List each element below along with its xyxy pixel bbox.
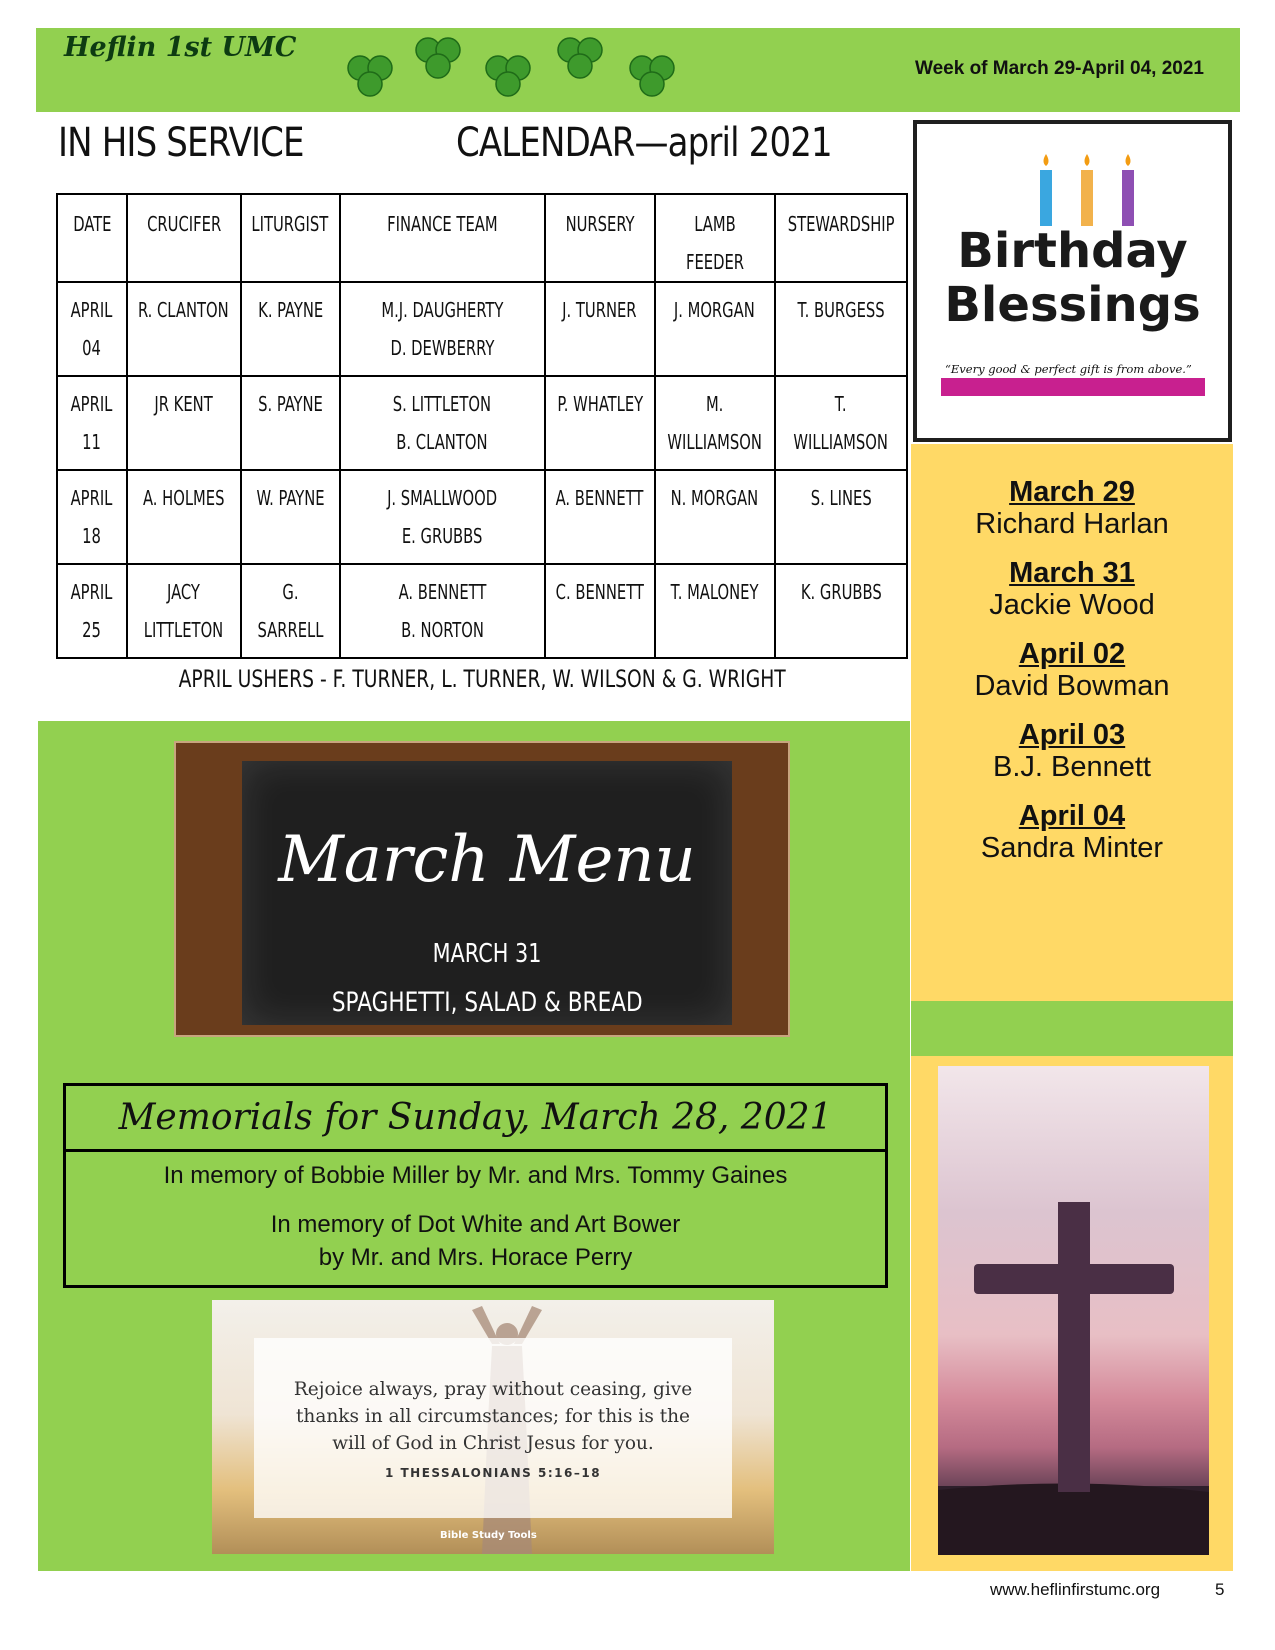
- table-cell: W. PAYNE: [241, 470, 340, 564]
- birthday-verse: “Every good & perfect gift is from above.”: [945, 362, 1192, 376]
- table-cell: A. HOLMES: [127, 470, 241, 564]
- list-item: [911, 800, 1233, 864]
- table-cell: K. PAYNE: [241, 282, 340, 376]
- table-cell: M.J. DAUGHERTY D. DEWBERRY: [340, 282, 545, 376]
- cross-icon: [938, 1066, 1209, 1555]
- birthday-date: March 29: [1009, 476, 1135, 508]
- memorial-entry: [66, 1208, 885, 1274]
- table-cell: J. TURNER: [545, 282, 655, 376]
- table-cell: APRIL 25: [57, 564, 127, 658]
- calendar-heading: CALENDAR—april 2021: [456, 120, 832, 166]
- birthday-date: March 31: [1009, 557, 1135, 589]
- service-heading: IN HIS SERVICE: [58, 120, 304, 166]
- birthday-date: April 03: [1018, 719, 1126, 751]
- birthday-name: David Bowman: [974, 670, 1170, 702]
- candles-icon: [1032, 152, 1142, 226]
- memorial-line: by Mr. and Mrs. Horace Perry: [318, 1244, 633, 1271]
- list-item: [911, 719, 1233, 783]
- scripture-image: [212, 1300, 774, 1554]
- table-cell: M. WILLIAMSON: [655, 376, 775, 470]
- column-header: DATE: [57, 194, 127, 282]
- org-name: Heflin 1st UMC: [64, 32, 297, 63]
- shamrock-decoration: [336, 28, 756, 112]
- column-header: CRUCIFER: [127, 194, 241, 282]
- list-item: [911, 476, 1233, 540]
- table-cell: T. MALONEY: [655, 564, 775, 658]
- green-divider: [911, 1001, 1233, 1056]
- list-item: [911, 557, 1233, 621]
- table-cell: J. MORGAN: [655, 282, 775, 376]
- memorial-line: In memory of Bobbie Miller by Mr. and Mrs. Tommy Gaines: [163, 1162, 788, 1189]
- menu-items: SPAGHETTI, SALAD & BREAD: [331, 987, 643, 1018]
- table-cell: J. SMALLWOOD E. GRUBBS: [340, 470, 545, 564]
- birthday-list: [911, 476, 1233, 881]
- page-number: 5: [1215, 1580, 1225, 1599]
- pink-ribbon: [941, 378, 1205, 396]
- chalkboard-surface: [242, 761, 732, 1025]
- cross-image: [938, 1066, 1209, 1555]
- birthday-date: April 04: [1018, 800, 1126, 832]
- column-header: STEWARDSHIP: [775, 194, 907, 282]
- memorials-box: [63, 1083, 888, 1288]
- birthday-name: Richard Harlan: [975, 508, 1169, 540]
- table-row: [57, 470, 907, 564]
- table-row: [57, 282, 907, 376]
- table-cell: S. LITTLETON B. CLANTON: [340, 376, 545, 470]
- column-header: LITURGIST: [241, 194, 340, 282]
- table-cell: S. PAYNE: [241, 376, 340, 470]
- menu-date: MARCH 31: [432, 939, 542, 969]
- column-header: FINANCE TEAM: [340, 194, 545, 282]
- table-cell: APRIL 18: [57, 470, 127, 564]
- bible-study-tools-logo: Bible Study Tools: [440, 1530, 537, 1541]
- table-cell: A. BENNETT: [545, 470, 655, 564]
- table-cell: R. CLANTON: [127, 282, 241, 376]
- table-cell: G. SARRELL: [241, 564, 340, 658]
- table-cell: T. WILLIAMSON: [775, 376, 907, 470]
- table-row: [57, 376, 907, 470]
- table-cell: APRIL 04: [57, 282, 127, 376]
- table-header-row: [57, 194, 907, 282]
- memorial-line: In memory of Dot White and Art Bower: [270, 1211, 681, 1238]
- birthday-panel: [911, 444, 1233, 1001]
- header-band: [36, 28, 1240, 112]
- birthday-name: B.J. Bennett: [993, 751, 1151, 783]
- table-cell: APRIL 11: [57, 376, 127, 470]
- birthday-date: April 02: [1018, 638, 1126, 670]
- column-header: LAMB FEEDER: [655, 194, 775, 282]
- service-table: [56, 193, 908, 659]
- table-cell: S. LINES: [775, 470, 907, 564]
- table-cell: A. BENNETT B. NORTON: [340, 564, 545, 658]
- birthday-title: Birthday Blessings: [944, 223, 1201, 333]
- week-label: Week of March 29-April 04, 2021: [915, 58, 1204, 79]
- table-row: [57, 564, 907, 658]
- table-cell: JACY LITTLETON: [127, 564, 241, 658]
- birthday-name: Sandra Minter: [980, 832, 1164, 864]
- column-header: NURSERY: [545, 194, 655, 282]
- memorials-title: Memorials for Sunday, March 28, 2021: [66, 1086, 885, 1152]
- menu-chalkboard: [174, 741, 790, 1037]
- table-cell: JR KENT: [127, 376, 241, 470]
- birthday-blessings-image: [913, 120, 1232, 442]
- website-url[interactable]: www.heflinfirstumc.org: [990, 1580, 1161, 1599]
- table-cell: P. WHATLEY: [545, 376, 655, 470]
- list-item: [911, 638, 1233, 702]
- menu-title: March Menu: [278, 823, 696, 897]
- table-cell: C. BENNETT: [545, 564, 655, 658]
- ushers-line: APRIL USHERS - F. TURNER, L. TURNER, W. WILSON & G. WRIGHT: [178, 665, 786, 693]
- scripture-reference: 1 THESSALONIANS 5:16–18: [384, 1466, 602, 1480]
- scripture-text: Rejoice always, pray without ceasing, give thanks in all circumstances; for this is the will of God in Christ Jesus for you.: [293, 1379, 693, 1454]
- table-cell: T. BURGESS: [775, 282, 907, 376]
- birthday-name: Jackie Wood: [989, 589, 1155, 621]
- table-cell: N. MORGAN: [655, 470, 775, 564]
- table-cell: K. GRUBBS: [775, 564, 907, 658]
